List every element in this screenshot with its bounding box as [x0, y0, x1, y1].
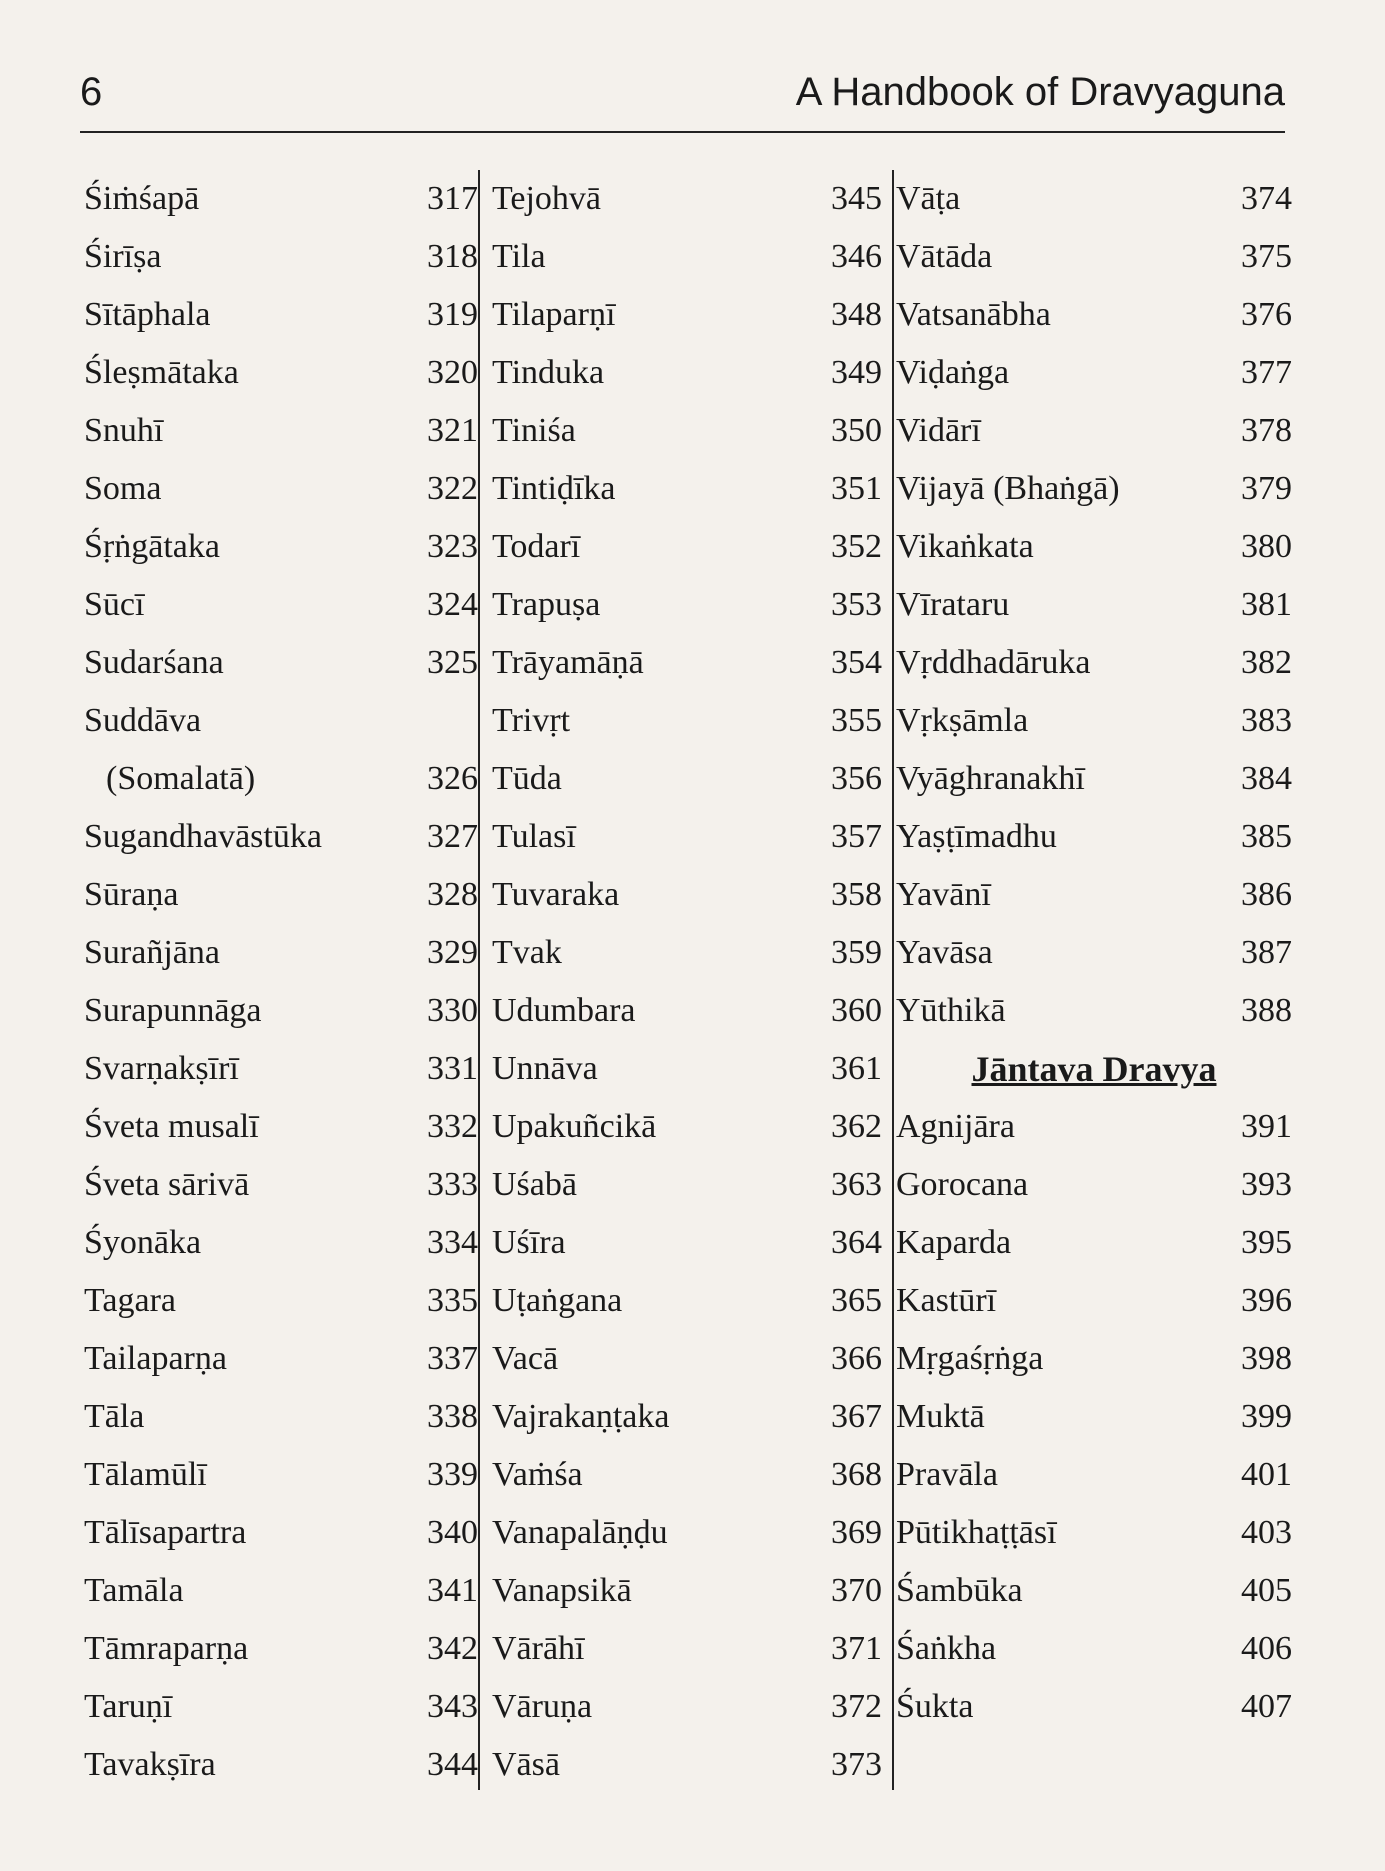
entry-page-number: 385: [1241, 818, 1292, 855]
index-entry: [492, 808, 882, 866]
index-entry: [896, 344, 1292, 402]
index-entry: [84, 1736, 478, 1794]
index-column-2: [492, 170, 882, 1794]
entry-term: Kastūrī: [896, 1282, 997, 1319]
index-entry: [492, 1330, 882, 1388]
entry-page-number: 348: [831, 296, 882, 333]
entry-term: Vajrakaṇṭaka: [492, 1398, 670, 1435]
index-entry: [896, 1562, 1292, 1620]
index-entry: [896, 1330, 1292, 1388]
entry-page-number: 391: [1241, 1108, 1292, 1145]
index-entry: [84, 750, 478, 808]
entry-term: Tinduka: [492, 354, 605, 391]
entry-term: Svarṇakṣīrī: [84, 1050, 239, 1087]
index-entry: [896, 808, 1292, 866]
entry-term: Trāyamāṇā: [492, 644, 644, 681]
index-entry: [84, 228, 478, 286]
entry-page-number: 331: [427, 1050, 478, 1087]
entry-page-number: 330: [427, 992, 478, 1029]
entry-term: Snuhī: [84, 412, 164, 449]
index-entry: [492, 634, 882, 692]
index-entry: [896, 634, 1292, 692]
entry-term: Upakuñcikā: [492, 1108, 657, 1145]
entry-term: Agnijāra: [896, 1108, 1015, 1145]
entry-page-number: 371: [831, 1630, 882, 1667]
index-entry: [84, 1678, 478, 1736]
entry-page-number: 320: [427, 354, 478, 391]
index-entry: [896, 1678, 1292, 1736]
index-entry: [84, 1562, 478, 1620]
entry-page-number: 363: [831, 1166, 882, 1203]
index-entry: [896, 402, 1292, 460]
index-entry: [896, 460, 1292, 518]
entry-term: Yaṣṭīmadhu: [896, 818, 1057, 855]
index-entry: [492, 750, 882, 808]
entry-page-number: 344: [427, 1746, 478, 1783]
entry-term: Tāla: [84, 1398, 145, 1435]
entry-page-number: 373: [831, 1746, 882, 1783]
entry-page-number: 319: [427, 296, 478, 333]
entry-page-number: 374: [1241, 180, 1292, 217]
index-entry: [896, 1098, 1292, 1156]
index-entry: [492, 1040, 882, 1098]
index-entry: [84, 1620, 478, 1678]
entry-term: Tvak: [492, 934, 562, 971]
entry-page-number: 326: [427, 760, 478, 797]
index-entry: [84, 692, 478, 750]
index-entry: [84, 1330, 478, 1388]
index-entry: [84, 1446, 478, 1504]
entry-term: Pravāla: [896, 1456, 998, 1493]
entry-page-number: 340: [427, 1514, 478, 1551]
entry-term: Śveta sārivā: [84, 1166, 250, 1203]
entry-term: Soma: [84, 470, 162, 507]
entry-term: Pūtikhaṭṭāsī: [896, 1514, 1057, 1551]
entry-page-number: 367: [831, 1398, 882, 1435]
entry-term: Vṛddhadāruka: [896, 644, 1091, 681]
index-entry: [492, 1098, 882, 1156]
entry-page-number: 356: [831, 760, 882, 797]
index-entry: [896, 286, 1292, 344]
entry-page-number: 342: [427, 1630, 478, 1667]
entry-page-number: 396: [1241, 1282, 1292, 1319]
entry-page-number: 346: [831, 238, 882, 275]
entry-term: Śṛṅgātaka: [84, 528, 220, 565]
page-number: 6: [80, 70, 103, 114]
entry-page-number: 343: [427, 1688, 478, 1725]
entry-page-number: 387: [1241, 934, 1292, 971]
index-entry: [492, 1388, 882, 1446]
entry-term: Mṛgaśṛṅga: [896, 1340, 1044, 1377]
entry-term: Tūda: [492, 760, 562, 797]
entry-term: (Somalatā): [106, 760, 256, 797]
entry-page-number: 334: [427, 1224, 478, 1261]
index-entry: [492, 1620, 882, 1678]
entry-term: Vātāda: [896, 238, 993, 275]
entry-page-number: 327: [427, 818, 478, 855]
index-column-1: [84, 170, 478, 1794]
index-entry: [492, 692, 882, 750]
entry-term: Tālamūlī: [84, 1456, 207, 1493]
entry-term: Tuvaraka: [492, 876, 620, 913]
entry-term: Vyāghranakhī: [896, 760, 1085, 797]
entry-page-number: 357: [831, 818, 882, 855]
entry-page-number: 401: [1241, 1456, 1292, 1493]
entry-page-number: 384: [1241, 760, 1292, 797]
entry-term: Sītāphala: [84, 296, 211, 333]
entry-page-number: 328: [427, 876, 478, 913]
index-entry: [492, 1156, 882, 1214]
entry-term: Śleṣmātaka: [84, 354, 239, 391]
index-entry: [492, 982, 882, 1040]
entry-page-number: 335: [427, 1282, 478, 1319]
entry-term: Vacā: [492, 1340, 559, 1377]
index-entry: [492, 1736, 882, 1794]
entry-term: Viḍaṅga: [896, 354, 1010, 391]
entry-page-number: 332: [427, 1108, 478, 1145]
index-entry: [492, 1272, 882, 1330]
index-entry: [492, 1678, 882, 1736]
entry-page-number: 364: [831, 1224, 882, 1261]
entry-term: Muktā: [896, 1398, 985, 1435]
entry-term: Sugandhavāstūka: [84, 818, 322, 855]
entry-page-number: 406: [1241, 1630, 1292, 1667]
entry-page-number: 375: [1241, 238, 1292, 275]
entry-term: Yavāsa: [896, 934, 993, 971]
index-entry: [84, 286, 478, 344]
index-entry: [492, 170, 882, 228]
entry-term: Tintiḍīka: [492, 470, 616, 507]
index-column-3: [896, 170, 1292, 1736]
index-entry: [84, 1388, 478, 1446]
entry-page-number: 349: [831, 354, 882, 391]
index-entry: [492, 866, 882, 924]
index-entry: [896, 1272, 1292, 1330]
column-divider: [892, 170, 894, 1790]
index-entry: [492, 924, 882, 982]
entry-term: Sūraṇa: [84, 876, 179, 913]
entry-term: Vāruṇa: [492, 1688, 593, 1725]
entry-page-number: 345: [831, 180, 882, 217]
entry-term: Tila: [492, 238, 546, 275]
entry-page-number: 329: [427, 934, 478, 971]
index-entry: [84, 170, 478, 228]
entry-page-number: 318: [427, 238, 478, 275]
index-entry: [896, 228, 1292, 286]
entry-page-number: 358: [831, 876, 882, 913]
entry-page-number: 322: [427, 470, 478, 507]
entry-page-number: 355: [831, 702, 882, 739]
entry-term: Vanapsikā: [492, 1572, 632, 1609]
index-entry: [896, 924, 1292, 982]
index-entry: [896, 1156, 1292, 1214]
entry-page-number: 405: [1241, 1572, 1292, 1609]
entry-term: Vijayā (Bhaṅgā): [896, 470, 1120, 507]
entry-term: Vṛkṣāmla: [896, 702, 1029, 739]
index-entry: [492, 344, 882, 402]
entry-page-number: 386: [1241, 876, 1292, 913]
index-entry: [896, 518, 1292, 576]
entry-term: Vīrataru: [896, 586, 1010, 623]
entry-page-number: 379: [1241, 470, 1292, 507]
entry-term: Śveta musalī: [84, 1108, 259, 1145]
entry-page-number: 359: [831, 934, 882, 971]
index-entry: [896, 1620, 1292, 1678]
entry-term: Tiniśa: [492, 412, 576, 449]
entry-term: Vidārī: [896, 412, 981, 449]
page-header: [80, 70, 1285, 130]
entry-page-number: 341: [427, 1572, 478, 1609]
section-heading: Jāntava Dravya: [971, 1049, 1217, 1089]
entry-page-number: 350: [831, 412, 882, 449]
index-entry: [492, 1446, 882, 1504]
index-entry: [84, 808, 478, 866]
index-entry: [84, 460, 478, 518]
entry-term: Tejohvā: [492, 180, 602, 217]
entry-page-number: 368: [831, 1456, 882, 1493]
entry-term: Vatsanābha: [896, 296, 1051, 333]
index-entry: [896, 576, 1292, 634]
entry-term: Udumbara: [492, 992, 636, 1029]
index-entry: [492, 1214, 882, 1272]
entry-page-number: 339: [427, 1456, 478, 1493]
index-entry: [492, 518, 882, 576]
entry-term: Suddāva: [84, 702, 202, 739]
entry-term: Uṭaṅgana: [492, 1282, 623, 1319]
entry-page-number: 403: [1241, 1514, 1292, 1551]
entry-page-number: 317: [427, 180, 478, 217]
entry-term: Uśabā: [492, 1166, 577, 1203]
index-entry: [492, 1562, 882, 1620]
entry-term: Taruṇī: [84, 1688, 173, 1725]
entry-term: Todarī: [492, 528, 581, 565]
index-entry: [84, 344, 478, 402]
entry-term: Tālīsapartra: [84, 1514, 247, 1551]
entry-page-number: 382: [1241, 644, 1292, 681]
entry-term: Vaṁśa: [492, 1456, 583, 1493]
index-entry: [84, 866, 478, 924]
index-entry: [492, 460, 882, 518]
index-entry: [896, 866, 1292, 924]
entry-term: Śukta: [896, 1688, 974, 1725]
entry-page-number: 321: [427, 412, 478, 449]
index-entry: [84, 576, 478, 634]
entry-term: Śirīṣa: [84, 238, 162, 275]
entry-page-number: 353: [831, 586, 882, 623]
entry-page-number: 338: [427, 1398, 478, 1435]
entry-term: Surañjāna: [84, 934, 220, 971]
entry-term: Gorocana: [896, 1166, 1029, 1203]
index-entry: [896, 982, 1292, 1040]
index-column-3-section-entries: [896, 1098, 1292, 1736]
entry-page-number: 370: [831, 1572, 882, 1609]
index-entry: [84, 982, 478, 1040]
index-entry: [84, 518, 478, 576]
entry-page-number: 365: [831, 1282, 882, 1319]
index-entry: [896, 750, 1292, 808]
entry-page-number: 325: [427, 644, 478, 681]
index-entry: [896, 170, 1292, 228]
index-entry: [492, 228, 882, 286]
entry-page-number: 378: [1241, 412, 1292, 449]
entry-term: Tilaparṇī: [492, 296, 616, 333]
entry-page-number: 354: [831, 644, 882, 681]
entry-term: Vārāhī: [492, 1630, 585, 1667]
entry-term: Sūcī: [84, 586, 145, 623]
entry-page-number: 399: [1241, 1398, 1292, 1435]
entry-term: Uśīra: [492, 1224, 566, 1261]
entry-term: Tamāla: [84, 1572, 184, 1609]
header-rule: [80, 131, 1285, 133]
entry-term: Śiṁśapā: [84, 180, 200, 217]
entry-term: Trapuṣa: [492, 586, 601, 623]
entry-page-number: 372: [831, 1688, 882, 1725]
entry-page-number: 395: [1241, 1224, 1292, 1261]
index-entry: [896, 1504, 1292, 1562]
entry-page-number: 362: [831, 1108, 882, 1145]
entry-page-number: 351: [831, 470, 882, 507]
entry-page-number: 323: [427, 528, 478, 565]
entry-term: Yūthikā: [896, 992, 1006, 1029]
entry-term: Vikaṅkata: [896, 528, 1034, 565]
entry-page-number: 361: [831, 1050, 882, 1087]
index-column-3-entries: [896, 170, 1292, 1040]
index-entry: [84, 1040, 478, 1098]
entry-term: Tailaparṇa: [84, 1340, 227, 1377]
entry-page-number: 360: [831, 992, 882, 1029]
index-entry: [84, 634, 478, 692]
index-entry: [896, 1446, 1292, 1504]
entry-term: Śambūka: [896, 1572, 1023, 1609]
entry-page-number: 366: [831, 1340, 882, 1377]
entry-term: Unnāva: [492, 1050, 598, 1087]
entry-page-number: 380: [1241, 528, 1292, 565]
entry-page-number: 377: [1241, 354, 1292, 391]
index-entry: [492, 286, 882, 344]
entry-page-number: 337: [427, 1340, 478, 1377]
index-entry: [492, 1504, 882, 1562]
entry-term: Tulasī: [492, 818, 576, 855]
index-entry: [84, 402, 478, 460]
entry-term: Vāṭa: [896, 180, 961, 217]
column-divider: [478, 170, 480, 1790]
entry-term: Trivṛt: [492, 702, 571, 739]
entry-page-number: 381: [1241, 586, 1292, 623]
entry-page-number: 398: [1241, 1340, 1292, 1377]
entry-term: Tāmraparṇa: [84, 1630, 249, 1667]
entry-page-number: 376: [1241, 296, 1292, 333]
entry-term: Śaṅkha: [896, 1630, 997, 1667]
index-entry: [896, 1388, 1292, 1446]
entry-term: Tagara: [84, 1282, 176, 1319]
entry-page-number: 352: [831, 528, 882, 565]
index-entry: [896, 692, 1292, 750]
entry-term: Tavakṣīra: [84, 1746, 216, 1783]
index-entry: [492, 576, 882, 634]
entry-term: Kaparda: [896, 1224, 1012, 1261]
entry-page-number: 324: [427, 586, 478, 623]
entry-term: Vanapalāṇḍu: [492, 1514, 668, 1551]
index-entry: [84, 1156, 478, 1214]
entry-term: Sudarśana: [84, 644, 224, 681]
entry-page-number: 393: [1241, 1166, 1292, 1203]
entry-term: Surapunnāga: [84, 992, 262, 1029]
index-entry: [84, 1272, 478, 1330]
entry-page-number: 407: [1241, 1688, 1292, 1725]
entry-term: Yavānī: [896, 876, 991, 913]
entry-term: Vāsā: [492, 1746, 560, 1783]
index-entry: [84, 1214, 478, 1272]
index-entry: [84, 1504, 478, 1562]
running-title: A Handbook of Dravyaguna: [795, 70, 1285, 114]
entry-page-number: 383: [1241, 702, 1292, 739]
entry-page-number: 388: [1241, 992, 1292, 1029]
index-entry: [84, 1098, 478, 1156]
index-entry: [896, 1214, 1292, 1272]
entry-page-number: 369: [831, 1514, 882, 1551]
index-entry: [492, 402, 882, 460]
index-entry: [84, 924, 478, 982]
entry-term: Śyonāka: [84, 1224, 202, 1261]
entry-page-number: 333: [427, 1166, 478, 1203]
